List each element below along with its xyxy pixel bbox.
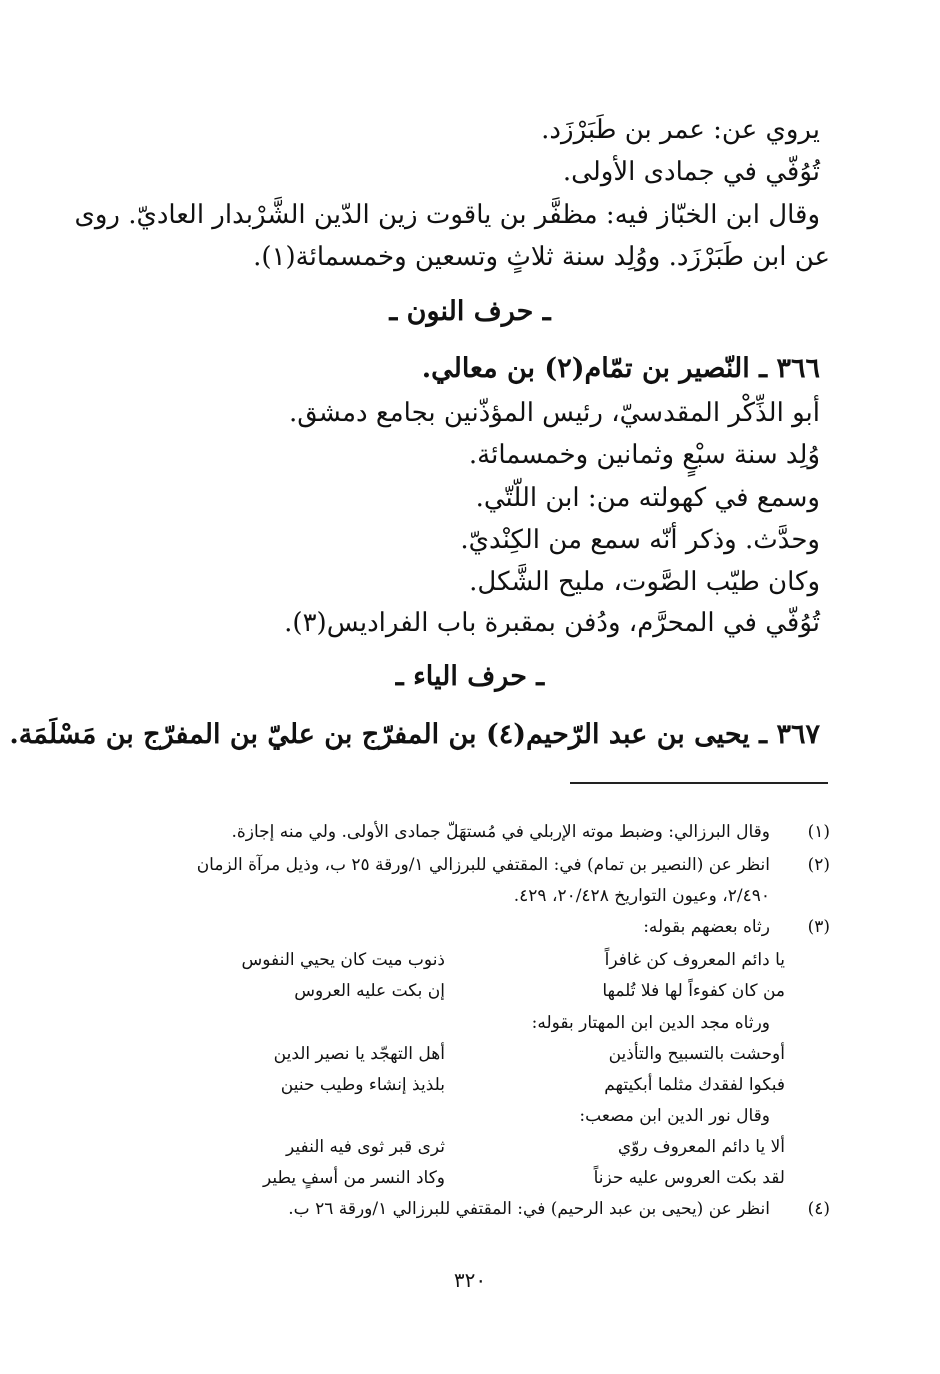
verse-hemistich: ألا يا دائم المعروف روّي [617, 1137, 785, 1157]
section-heading-nun: ـ حرف النون ـ [389, 296, 551, 327]
body-line: عن ابن طَبَرْزَد. ووُلِد سنة ثلاثٍ وتسعين وخمسمائة(١). [253, 242, 830, 272]
footnote-number: (١) [807, 822, 830, 842]
footnote-text: ورثاه مجد الدين ابن المهتار بقوله: [531, 1013, 770, 1033]
footnote-text: وقال البرزالي: وضبط موته الإربلي في مُستهَلّ جمادى الأولى. ولي منه إجازة. [231, 822, 770, 842]
verse-hemistich: ذنوب ميت كان يحيي النفوس [241, 950, 445, 970]
footnote-divider [570, 782, 828, 784]
entry-366-title: ٣٦٦ ـ النّصير بن تمّام(٢) بن معالي. [421, 353, 820, 384]
footnote-text: وقال نور الدين ابن مصعب: [579, 1106, 770, 1126]
body-line: تُوُفّي في جمادى الأولى. [562, 157, 820, 187]
verse-hemistich: يا دائم المعروف كن غافراً [604, 950, 785, 970]
entry-366-line: وُلِد سنة سبْعٍ وثمانين وخمسمائة. [468, 440, 820, 470]
entry-366-line: أبو الذِّكْر المقدسيّ، رئيس المؤذّنين بجامع دمشق. [288, 398, 820, 428]
entry-366-line: تُوُفّي في المحرَّم، ودُفن بمقبرة باب الفراديس(٣). [284, 608, 820, 638]
verse-hemistich: فبكوا لفقدك مثلما أبكيتهم [604, 1075, 785, 1095]
verse-hemistich: أوحشت بالتسبيح والتأذين [608, 1044, 785, 1064]
footnote-text: رثاه بعضهم بقوله: [643, 917, 770, 937]
footnote-number: (٣) [807, 917, 830, 937]
entry-367-title: ٣٦٧ ـ يحيى بن عبد الرّحيم(٤) بن المفرّج بن عليّ بن المفرّج بن مَسْلَمَة. [9, 719, 820, 750]
entry-366-line: وسمع في كهولته من: ابن اللّتّي. [475, 483, 820, 513]
verse-hemistich: لقد بكت العروس عليه حزناً [593, 1168, 785, 1188]
section-heading-ya: ـ حرف الياء ـ [395, 661, 545, 692]
body-line: وقال ابن الخبّاز فيه: مظفَّر بن ياقوت زين الدّين الشَّرْبدار العاديّ. روى [74, 200, 820, 230]
verse-hemistich: وكاد النسر من أسفٍ يطير [262, 1168, 445, 1188]
verse-hemistich: ثرى قبر ثوى فيه النفير [285, 1137, 445, 1157]
verse-hemistich: بلذيذ إنشاء وطيب حنين [280, 1075, 445, 1095]
verse-hemistich: أهل التهجّد يا نصير الدين [273, 1044, 445, 1064]
page-number: ٣٢٠ [453, 1268, 487, 1292]
body-line: يروي عن: عمر بن طَبَرْزَد. [541, 115, 820, 145]
entry-366-line: وكان طيّب الصَّوت، مليح الشَّكل. [469, 567, 820, 597]
footnote-text: انظر عن (النصير بن تمام) في: المقتفي للبرزالي ١/ورقة ٢٥ ب، وذيل مرآة الزمان [196, 855, 770, 875]
footnote-text: ٢/٤٩٠، وعيون التواريخ ٢٠/٤٢٨، ٤٢٩. [513, 886, 770, 906]
verse-hemistich: إن بكت عليه العروس [294, 981, 445, 1001]
footnote-number: (٢) [807, 855, 830, 875]
entry-366-line: وحدَّث. وذكر أنّه سمع من الكِنْديّ. [460, 525, 820, 555]
footnote-number: (٤) [807, 1199, 830, 1219]
footnote-text: انظر عن (يحيى بن عبد الرحيم) في: المقتفي للبرزالي ١/ورقة ٢٦ ب. [288, 1199, 770, 1219]
verse-hemistich: من كان كفوءاً لها فلا تُلمها [602, 981, 785, 1001]
